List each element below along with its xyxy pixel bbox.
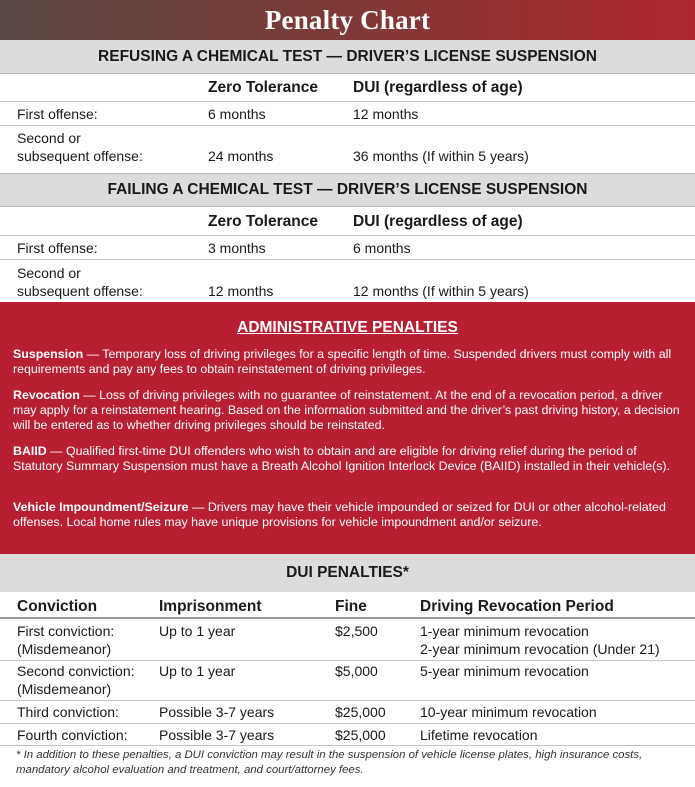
dui-col-fine: Fine	[335, 598, 367, 615]
dui-row1-fine: $2,500	[335, 623, 378, 639]
divider	[0, 235, 695, 236]
admin-term: Suspension	[13, 347, 84, 361]
refusing-row2-label-1: Second or	[17, 130, 81, 146]
dui-row3-fine: $25,000	[335, 704, 386, 720]
divider	[0, 259, 695, 260]
admin-text: — Drivers may have their vehicle impounded or seized for DUI or other alcohol-related offenses. Local home rules may have unique provisions for vehicle impoundment and/or seizure.	[13, 500, 666, 530]
dui-heading: DUI PENALTIES*	[286, 564, 409, 581]
dui-col-conviction: Conviction	[17, 598, 98, 615]
divider	[0, 617, 695, 619]
refusing-col-dui: DUI (regardless of age)	[353, 79, 523, 96]
dui-row2-conviction: Second conviction:	[17, 663, 135, 679]
divider	[0, 125, 695, 126]
refusing-heading-band	[0, 40, 695, 74]
dui-row3-conviction: Third conviction:	[17, 704, 119, 720]
failing-row1-label: First offense:	[17, 240, 98, 256]
divider	[0, 660, 695, 661]
admin-item-suspension	[13, 347, 681, 377]
admin-item-revocation	[13, 388, 681, 434]
failing-row2-label-1: Second or	[17, 265, 81, 281]
refusing-row2-zero: 24 months	[208, 148, 274, 164]
refusing-row1-zero: 6 months	[208, 106, 266, 122]
divider	[0, 101, 695, 102]
dui-col-revocation: Driving Revocation Period	[420, 598, 614, 615]
dui-row3-imprisonment: Possible 3-7 years	[159, 704, 275, 720]
admin-term: BAIID	[13, 444, 47, 458]
dui-row2-conviction-sub: (Misdemeanor)	[17, 681, 112, 697]
refusing-row1-dui: 12 months	[353, 106, 419, 122]
dui-row2-fine: $5,000	[335, 663, 378, 679]
admin-term: Revocation	[13, 388, 80, 402]
dui-footnote: * In addition to these penalties, a DUI conviction may result in the suspension of vehicle license plates, high insurance costs, mandatory alcohol evaluation and treatment, and court/attorney fees.	[16, 749, 643, 776]
page-title: Penalty Chart	[264, 4, 431, 35]
failing-row1-dui: 6 months	[353, 240, 411, 256]
dui-row4-revocation: Lifetime revocation	[420, 727, 538, 743]
admin-panel	[0, 302, 695, 554]
dui-row4-imprisonment: Possible 3-7 years	[159, 727, 275, 743]
dui-row4-conviction: Fourth conviction:	[17, 727, 128, 743]
admin-text: — Temporary loss of driving privileges for a specific length of time. Suspended drivers must comply with all requirements and pay any fees to obtain reinstatement of driving privileges.	[13, 347, 672, 377]
refusing-row2-dui: 36 months (If within 5 years)	[353, 148, 529, 164]
dui-col-imprisonment: Imprisonment	[159, 598, 262, 615]
dui-row1-conviction: First conviction:	[17, 623, 115, 639]
refusing-col-zero: Zero Tolerance	[208, 79, 318, 96]
admin-text: — Qualified first-time DUI offenders who wish to obtain and are eligible for driving relief during the period of Statutory Summary Suspension must have a Breath Alcohol Ignition Interlock Device (BAIID) installed in their vehicle(s).	[13, 444, 670, 474]
dui-heading-band	[0, 554, 695, 592]
divider	[0, 700, 695, 701]
divider	[0, 723, 695, 724]
failing-heading-band	[0, 173, 695, 207]
dui-row1-revocation: 1-year minimum revocation	[420, 623, 589, 639]
admin-item-baiid	[13, 444, 681, 474]
dui-row2-revocation: 5-year minimum revocation	[420, 663, 589, 679]
dui-row3-revocation: 10-year minimum revocation	[420, 704, 597, 720]
dui-row2-imprisonment: Up to 1 year	[159, 663, 236, 679]
title-bar	[0, 0, 695, 40]
admin-heading: ADMINISTRATIVE PENALTIES	[237, 319, 458, 336]
refusing-row2-label-2: subsequent offense:	[17, 148, 143, 164]
refusing-row1-label: First offense:	[17, 106, 98, 122]
divider	[0, 745, 695, 746]
admin-item-impoundment	[13, 500, 681, 530]
dui-row1-revocation-sub: 2-year minimum revocation (Under 21)	[420, 641, 660, 657]
dui-row4-fine: $25,000	[335, 727, 386, 743]
failing-col-zero: Zero Tolerance	[208, 213, 318, 230]
admin-text: — Loss of driving privileges with no guarantee of reinstatement. At the end of a revocation period, a driver may apply for a reinstatement hearing. Based on the information submitted and the driver’s past driving history, a decision will be entered as to whether driving privileges should be reinstated.	[13, 388, 680, 433]
failing-row2-label-2: subsequent offense:	[17, 283, 143, 299]
admin-term: Vehicle Impoundment/Seizure	[13, 500, 189, 514]
failing-row1-zero: 3 months	[208, 240, 266, 256]
dui-row1-conviction-sub: (Misdemeanor)	[17, 641, 112, 657]
failing-row2-zero: 12 months	[208, 283, 274, 299]
failing-heading: FAILING A CHEMICAL TEST — DRIVER’S LICENSE SUSPENSION	[107, 181, 588, 198]
dui-row1-imprisonment: Up to 1 year	[159, 623, 236, 639]
failing-col-dui: DUI (regardless of age)	[353, 213, 523, 230]
refusing-heading: REFUSING A CHEMICAL TEST — DRIVER’S LICENSE SUSPENSION	[98, 47, 597, 65]
failing-row2-dui: 12 months (If within 5 years)	[353, 283, 529, 299]
